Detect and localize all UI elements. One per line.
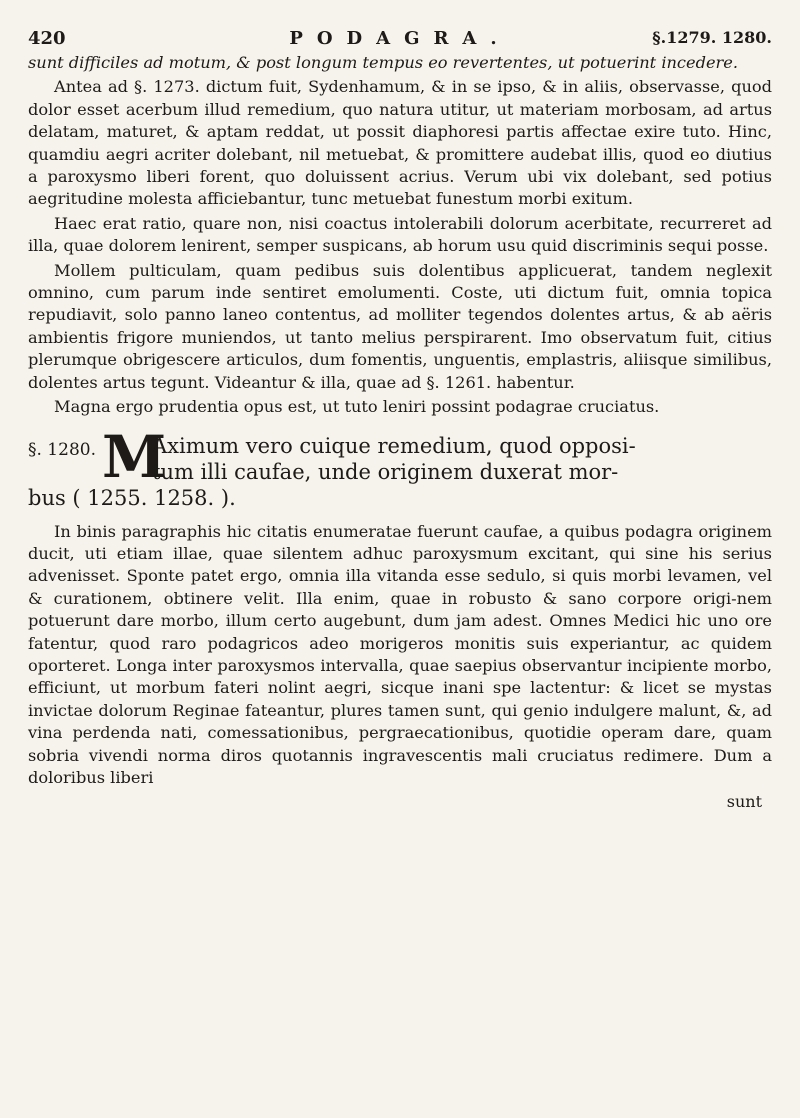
commentary-paragraph: In binis paragraphis hic citatis enumeratae fuerunt caufae, a quibus podagra originem ducit, uti etiam illae, quae silentem adhuc paroxysmum excitant, qui sine his serius advenisset. Sponte patet ergo, omnia illa vitanda esse sedulo, si quis morbi levamen, vel & curationem, obtinere velit. Illa enim, quae in robusto & sano corpore origi-nem potuerunt dare morbo, illum certo augebunt, dum jam adest. Omnes Medici hic uno ore fatentur, quod raro podagricos adeo morigeros monitis suis experiantur, ac quidem oporteret. Longa inter paroxysmos intervalla, quae saepius observantur incipiente morbo, efficiunt, ut morbum fateri nolint aegri, sicque inani spe lactentur: & licet se mystas invictae dolorum Reginae fateantur, plures tamen sunt, qui genio indulgere malunt, &, ad vina perdenda nati, comessationibus, pergraecationibus, quotidie operam dare, quam sobria vivendi norma diros quotannis ingravescentis mali cruciatus redimere. Dum a doloribus liberi bbox=[28, 521, 772, 787]
aphorism-line: Aximum vero cuique remedium, quod opposi- bbox=[152, 433, 636, 458]
paragraph: Mollem pulticulam, quam pedibus suis dolentibus applicuerat, tandem neglexit omnino, cum parum inde sentiret emolumenti. Coste, uti dictum fuit, omnia topica repudiavit, solo panno laneo contentus, ad molliter tegendos dolentes artus, & ab aëris ambientis frigore muniendos, ut tanto melius perspirarent. Imo observatum fuit, citius plerumque obrigescere articulos, dum fomentis, unguentis, emplastris, aliisque similibus, dolentes artus tegunt. Videantur & illa, quae ad §. 1261. habentur. bbox=[28, 260, 772, 392]
running-header bbox=[28, 28, 772, 54]
aphorism-line: tum illi caufae, unde originem duxerat mor- bbox=[152, 459, 619, 484]
running-title: PODAGRA. bbox=[289, 28, 511, 49]
paragraph: Antea ad §. 1273. dictum fuit, Sydenhamum, & in se ipso, & in aliis, observasse, quod dolor esset acerbum illud remedium, quo natura utitur, ut materiam morbosam, ad artus delatam, maturet, & aptam reddat, ut possit diaphoresi partis affectae exire tuto. Hinc, quamdiu aegri acriter dolebant, nil metuebat, & promittere audebat illis, quod eo diutius a paroxysmo liberi forent, quo doluissent acrius. Verum ubi vix dolebant, sed potius aegritudine molesta afficiebantur, tunc metuebat funestum morbi exitum. bbox=[28, 77, 772, 209]
paragraph: Haec erat ratio, quare non, nisi coactus intolerabili dolorum acerbitate, recurreret ad illa, quae dolorem lenirent, semper suspicans, ab horum usu quid discriminis sequi posse. bbox=[28, 213, 772, 256]
page-body bbox=[28, 52, 772, 814]
aphorism-number: §. 1280. bbox=[28, 439, 96, 460]
drop-capital: M bbox=[102, 422, 167, 491]
paragraph: Magna ergo prudentia opus est, ut tuto leniri possint podagrae cruciatus. bbox=[54, 397, 660, 417]
page-number: 420 bbox=[28, 28, 66, 49]
aphorism-line: bus ( 1255. 1258. ). bbox=[28, 485, 236, 510]
catchword: sunt bbox=[726, 792, 762, 812]
section-range: §.1279. 1280. bbox=[652, 28, 772, 47]
aphorism-1280 bbox=[28, 422, 772, 511]
paragraph-continuation: sunt difficiles ad motum, & post longum tempus eo revertentes, ut potuerint incedere. bbox=[28, 53, 738, 72]
